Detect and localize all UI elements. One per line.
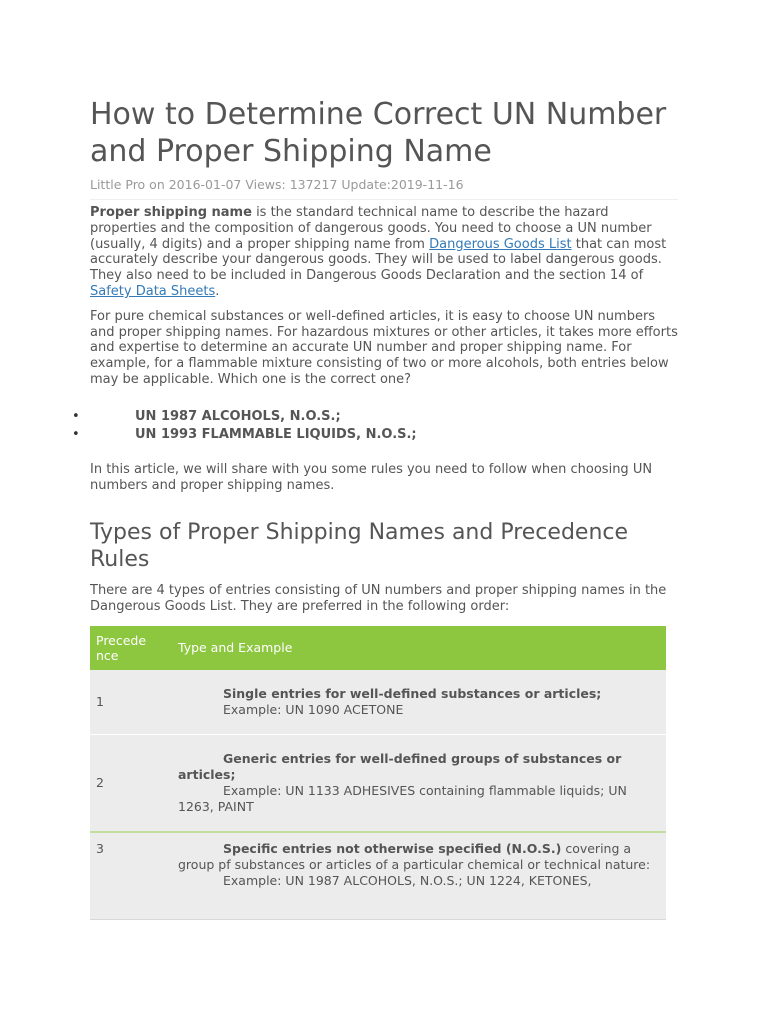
type-cell	[172, 734, 666, 832]
table-row	[90, 734, 666, 832]
entry-label: UN 1987 ALCOHOLS, N.O.S.;	[135, 408, 341, 424]
table-row	[90, 832, 666, 920]
table-row	[90, 670, 666, 735]
precedence-cell: 2	[90, 734, 172, 832]
types-paragraph: There are 4 types of entries consisting of UN numbers and proper shipping names in the Dangerous Goods List. They are preferred in the following order:	[90, 583, 667, 615]
entries-list	[72, 408, 660, 444]
precedence-cell: 3	[90, 832, 172, 920]
intro-text-3: .	[215, 283, 220, 299]
intro-text-2: that can most accurately describe your dangerous goods. They will be used to label dangerous goods. They also need to be included in Dangerous Goods Declaration and the section 14 of	[90, 236, 667, 284]
article	[72, 96, 678, 920]
list-item	[72, 426, 660, 444]
type-cell	[172, 832, 666, 920]
page-title: How to Determine Correct UN Number and Proper Shipping Name	[90, 97, 667, 169]
section-heading: Types of Proper Shipping Names and Precedence Rules	[90, 520, 629, 573]
dangerous-goods-list-link[interactable]: Dangerous Goods List	[429, 236, 572, 252]
type-example-header: Type and Example	[172, 626, 666, 670]
type-example: Example: UN 1090 ACETONE	[223, 701, 404, 717]
type-example: Example: UN 1987 ALCOHOLS, N.O.S.; UN 1224, KETONES,	[223, 872, 592, 888]
bullet-icon: •	[72, 408, 80, 424]
list-item	[72, 408, 660, 426]
article-meta: Little Pro on 2016-01-07 Views: 137217 Update:2019-11-16	[90, 177, 678, 200]
precedence-header: Precede nce	[90, 626, 172, 670]
safety-data-sheets-link[interactable]: Safety Data Sheets	[90, 283, 216, 299]
type-description: covering a group pf substances or articles of a particular chemical or technical nature:	[178, 840, 651, 872]
mixture-paragraph: For pure chemical substances or well-defined articles, it is easy to choose UN numbers and proper shipping names. For hazardous mixtures or other articles, it takes more efforts and expertise to determine an accurate UN number and proper shipping name. For example, for a flammable mixture consisting of two or more alcohols, both entries below may be applicable. Which one is the correct one?	[90, 308, 678, 387]
type-title: Specific entries not otherwise specified (N.O.S.)	[223, 840, 562, 856]
proper-shipping-name-term: Proper shipping name	[90, 205, 252, 220]
precedence-cell: 1	[90, 670, 172, 735]
share-paragraph: In this article, we will share with you some rules you need to follow when choosing UN numbers and proper shipping names.	[90, 461, 653, 493]
precedence-table	[90, 626, 666, 920]
table-header-row	[90, 626, 666, 670]
type-title: Generic entries for well-defined groups of substances or articles;	[178, 750, 622, 782]
type-title: Single entries for well-defined substances or articles;	[223, 685, 602, 701]
type-example: Example: UN 1133 ADHESIVES containing flammable liquids; UN 1263, PAINT	[178, 782, 627, 814]
intro-paragraph	[90, 205, 678, 300]
type-cell	[172, 670, 666, 735]
intro-text-1: is the standard technical name to describe the hazard properties and the composition of dangerous goods. You need to choose a UN number (usually, 4 digits) and a proper shipping name from	[90, 205, 652, 252]
entry-label: UN 1993 FLAMMABLE LIQUIDS, N.O.S.;	[135, 426, 417, 442]
bullet-icon: •	[72, 426, 80, 442]
